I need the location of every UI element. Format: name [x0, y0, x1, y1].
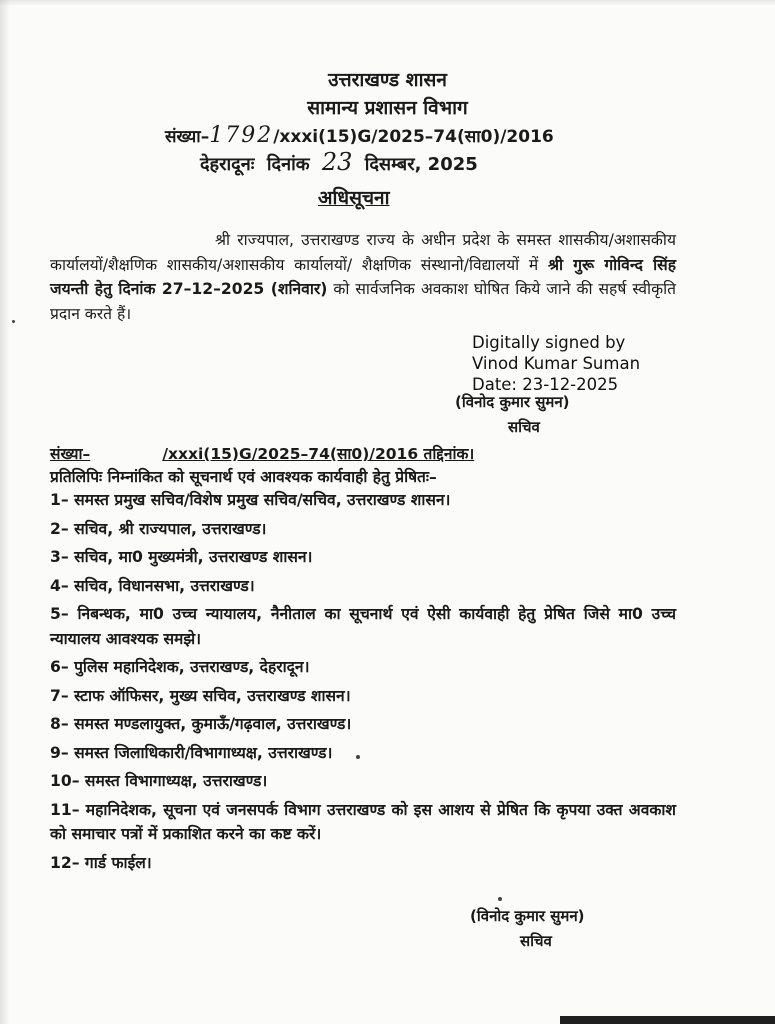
- signatory-name-1: (विनोद कुमार सुमन): [455, 393, 570, 411]
- place-date-line: [200, 148, 478, 176]
- dsig-line-2: Vinod Kumar Suman: [472, 354, 641, 373]
- list-item: 1– समस्त प्रमुख सचिव/विशेष प्रमुख सचिव/सचिव, उत्तराखण्ड शासन।: [50, 491, 451, 509]
- reference-number: [165, 123, 554, 148]
- handwritten-date-day: 23: [321, 148, 353, 176]
- handwritten-ref-number: 1792: [209, 123, 274, 148]
- digital-signature: [472, 332, 640, 395]
- notification-title: अधिसूचना: [318, 187, 390, 209]
- list-item: 2– सचिव, श्री राज्यपाल, उत्तराखण्ड।: [50, 519, 267, 538]
- notification-body: [50, 228, 676, 326]
- list-item: 11– महानिदेशक, सूचना एवं जनसपर्क विभाग उत्तराखण्ड को इस आशय से प्रेषित कि कृपया उक्त अवकाश को समाचार पत्रों में प्रकाशित करने का कष्ट करें।: [50, 800, 676, 843]
- scan-top-shadow: [0, 0, 775, 6]
- body-text-1: श्री राज्यपाल, उत्तराखण्ड राज्य के अधीन प्रदेश के समस्त शासकीय/अशासकीय कार्यालयों/शैक्षणिक शासकीय/अशासकीय कार्यालयों/ शैक्षणिक संस्थानो/विद्यालयों में: [50, 231, 676, 274]
- department-heading: सामान्य प्रशासन विभाग: [307, 97, 468, 119]
- body-text-2: को सार्वजनिक अवकाश घोषित किये जाने की सहर्ष स्वीकृति प्रदान करते हैं।: [50, 280, 677, 323]
- place: देहरादूनः: [200, 154, 255, 175]
- copy-intro: प्रतिलिपिः निम्नांकित को सूचनार्थ एवं आवश्यक कार्यवाही हेतु प्रेषितः–: [50, 468, 437, 486]
- ref-suffix: /xxxi(15)G/2025–74(सा0)/2016: [273, 127, 554, 147]
- government-heading: उत्तराखण्ड शासन: [328, 69, 447, 91]
- ink-speck: [498, 897, 502, 901]
- signatory-designation-2: सचिव: [520, 932, 552, 950]
- ink-speck: [12, 320, 15, 323]
- signatory-name-2: (विनोद कुमार सुमन): [470, 907, 585, 925]
- list-item: 5– निबन्धक, मा0 उच्च न्यायालय, नैनीताल का सूचनार्थ एवं ऐसी कार्यवाही हेतु प्रेषित जिसे मा0 उच्च न्यायालय आवश्यक समझे।: [50, 605, 676, 648]
- dsig-line-1: Digitally signed by: [472, 333, 626, 352]
- list-item: 10– समस्त विभागाध्यक्ष, उत्तराखण्ड।: [50, 772, 268, 790]
- date-label: दिनांक: [266, 154, 310, 175]
- list-item: 6– पुलिस महानिदेशक, उत्तराखण्ड, देहरादून।: [50, 658, 310, 676]
- dsig-line-3: Date: 23-12-2025: [472, 375, 619, 394]
- ref-prefix: संख्या–: [165, 127, 210, 147]
- list-item: 4– सचिव, विधानसभा, उत्तराखण्ड।: [50, 576, 255, 595]
- ink-speck: [356, 755, 360, 759]
- copy-ref-suffix: /xxxi(15)G/2025–74(सा0)/2016 तद्दिनांक।: [162, 445, 475, 463]
- list-item: 8– समस्त मण्डलायुक्त, कुमाऊँ/गढ़वाल, उत्तराखण्ड।: [50, 715, 352, 733]
- signatory-designation-1: सचिव: [508, 418, 540, 436]
- scan-bottom-band: [560, 1016, 775, 1024]
- scan-edge-shadow: [0, 0, 10, 1024]
- body-highlight: श्री गुरू गोविन्द सिंह जयन्ती हेतु दिनांक 27–12–2025 (शनिवार): [50, 255, 676, 298]
- date-month-year: दिसम्बर, 2025: [364, 154, 478, 175]
- list-item: 12– गार्ड फाईल।: [50, 853, 152, 872]
- list-item: 9– समस्त जिलाधिकारी/विभागाध्यक्ष, उत्तराखण्ड।: [50, 743, 333, 762]
- copy-ref-prefix: संख्या–: [50, 445, 91, 463]
- list-item: 3– सचिव, मा0 मुख्यमंत्री, उत्तराखण्ड शासन।: [50, 548, 313, 566]
- list-item: 7– स्टाफ ऑफिसर, मुख्य सचिव, उत्तराखण्ड शासन।: [50, 686, 351, 705]
- recipient-list: [50, 488, 676, 879]
- copy-reference-number: [50, 442, 474, 464]
